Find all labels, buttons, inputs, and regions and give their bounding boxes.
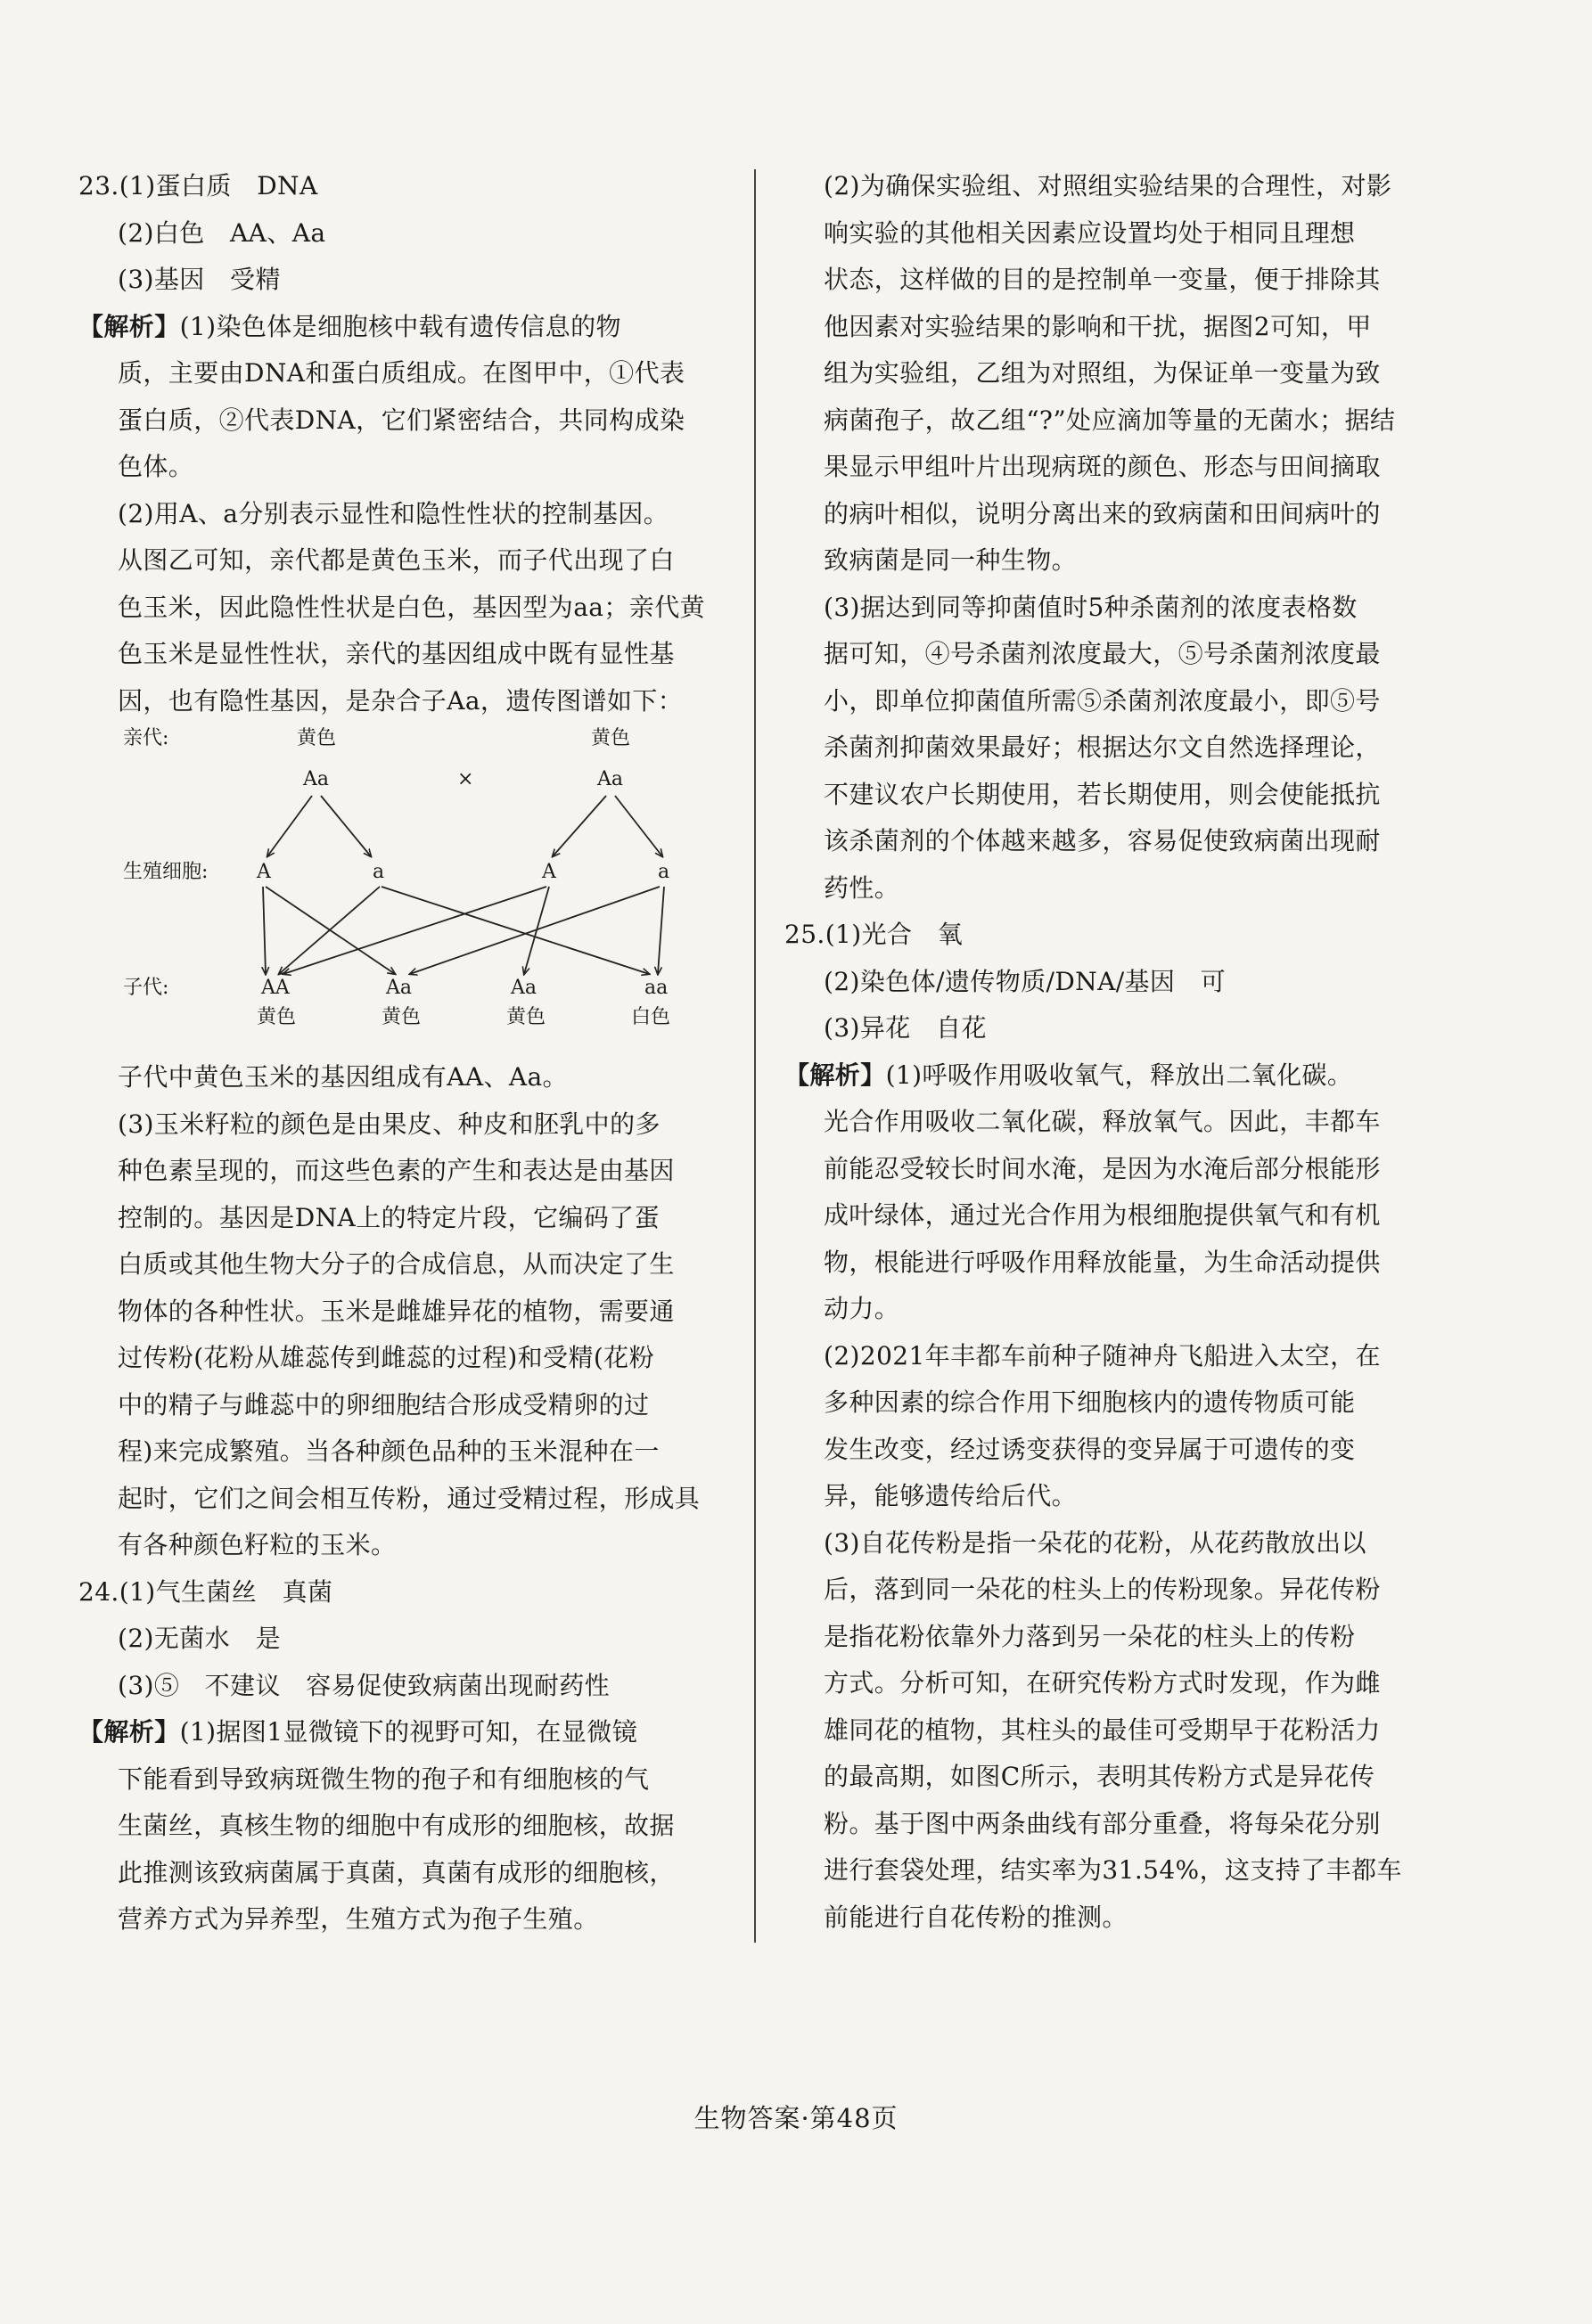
text-line: 后，落到同一朵花的柱头上的传粉现象。异花传粉: [824, 1575, 1381, 1604]
offspring-4-genotype: aa: [644, 977, 669, 999]
q23-answer-2: (2)白色 AA、Aa: [118, 217, 326, 248]
analysis-tag: 【解析】: [78, 1717, 180, 1747]
text-line: 营养方式为异养型，生殖方式为孢子生殖。: [118, 1904, 599, 1934]
text-line: 不建议农户长期使用，若长期使用，则会使能抵抗: [824, 779, 1381, 809]
text-line: (3)据达到同等抑菌值时5种杀菌剂的浓度表格数: [824, 592, 1358, 622]
text-line: 杀菌剂抑菌效果最好；根据达尔文自然选择理论，: [824, 732, 1381, 762]
text-line: 色体。: [118, 452, 194, 481]
text-line: 此推测该致病菌属于真菌，真菌有成形的细胞核，: [118, 1857, 675, 1887]
page-footer: 生物答案·第48页: [693, 2103, 899, 2133]
text-line: 种色素呈现的，而这些色素的产生和表达是由基因: [118, 1156, 675, 1185]
column-divider: [754, 169, 756, 1943]
text-line: 程)来完成繁殖。当各种颜色品种的玉米混种在一: [118, 1436, 660, 1466]
text-line: 下能看到导致病斑微生物的孢子和有细胞核的气: [118, 1763, 650, 1794]
parent2-color: 黄色: [591, 727, 631, 749]
text-line: 药性。: [824, 872, 900, 903]
text-line: 过传粉(花粉从雄蕊传到雌蕊的过程)和受精(花粉: [118, 1343, 654, 1372]
text-line: 蛋白质，②代表DNA，它们紧密结合，共同构成染: [118, 405, 685, 435]
text-line: 白质或其他生物大分子的合成信息，从而决定了生: [118, 1249, 675, 1279]
q24-answer-1: 24.(1)气生菌丝 真菌: [78, 1576, 333, 1607]
text-line: 色玉米是显性性状，亲代的基因组成中既有显性基: [118, 639, 675, 668]
text-line: 起时，它们之间会相互传粉，通过受精过程，形成具: [118, 1483, 701, 1513]
left-column: [78, 163, 731, 1943]
text-line: 从图乙可知，亲代都是黄色玉米，而子代出现了白: [118, 545, 675, 575]
q24-answer-3: (3)⑤ 不建议 容易促使致病菌出现耐药性: [118, 1670, 611, 1700]
parent1-color: 黄色: [297, 727, 337, 749]
text-line: 光合作用吸收二氧化碳，释放氧气。因此，丰都车: [824, 1107, 1381, 1136]
cross-diagram-svg: [78, 724, 731, 1054]
text-line: 异，能够遗传给后代。: [824, 1481, 1078, 1510]
cross-symbol: ×: [457, 768, 474, 790]
offspring-4-color: 白色: [631, 1006, 671, 1028]
q23-answer-3: (3)基因 受精: [118, 265, 281, 294]
q25-answer-3: (3)异花 自花: [824, 1013, 987, 1043]
right-column: [784, 163, 1440, 1941]
gamete-A-2: A: [542, 861, 556, 883]
text-line: 中的精子与雌蕊中的卵细胞结合形成受精卵的过: [118, 1389, 650, 1420]
diagram-conclusion: 子代中黄色玉米的基因组成有AA、Aa。: [118, 1062, 568, 1092]
text-line: 进行套袋处理，结实率为31.54%，这支持了丰都车: [824, 1855, 1402, 1885]
text-line: 果显示甲组叶片出现病斑的颜色、形态与田间摘取: [824, 452, 1381, 481]
text-line: 粉。基于图中两条曲线有部分重叠，将每朵花分别: [824, 1808, 1381, 1838]
text-line: 该杀菌剂的个体越来越多，容易促使致病菌出现耐: [824, 826, 1381, 855]
text-line: 小，即单位抑菌值所需⑤杀菌剂浓度最小，即⑤号: [824, 685, 1381, 716]
text-line: 质，主要由DNA和蛋白质组成。在图甲中，①代表: [118, 358, 685, 388]
parent-label: 亲代:: [123, 727, 169, 749]
text-line: 的最高期，如图C所示，表明其传粉方式是异花传: [824, 1762, 1375, 1791]
offspring-1-genotype: AA: [261, 977, 290, 999]
q25-analysis-line: 【解析】(1)呼吸作用吸收氧气，释放出二氧化碳。: [784, 1060, 1353, 1090]
text-line: 他因素对实验结果的影响和干扰，据图2可知，甲: [824, 311, 1372, 341]
offspring-label: 子代:: [123, 977, 169, 999]
text-line: 前能忍受较长时间水淹，是因为水淹后部分根能形: [824, 1153, 1381, 1183]
cross-arrows: [263, 796, 664, 974]
text-line: 生菌丝，真核生物的细胞中有成形的细胞核，故据: [118, 1811, 675, 1840]
gamete-a-2: a: [658, 861, 670, 883]
parent1-genotype: Aa: [303, 768, 330, 790]
text-line: (2)用A、a分别表示显性和隐性性状的控制基因。: [118, 498, 669, 528]
offspring-1-color: 黄色: [257, 1006, 297, 1028]
offspring-2-color: 黄色: [382, 1006, 422, 1028]
q23-answer-1: 23.(1)蛋白质 DNA: [78, 171, 318, 200]
text-line: 响实验的其他相关因素应设置均处于相同且理想: [824, 217, 1356, 248]
text-line: (2)为确保实验组、对照组实验结果的合理性，对影: [824, 171, 1392, 200]
text-line: 成叶绿体，通过光合作用为根细胞提供氧气和有机: [824, 1200, 1381, 1230]
text-line: (2)2021年丰都车前种子随神舟飞船进入太空，在: [824, 1340, 1381, 1371]
text-line: (3)玉米籽粒的颜色是由果皮、种皮和胚乳中的多: [118, 1109, 661, 1139]
offspring-3-color: 黄色: [506, 1006, 546, 1028]
gamete-label: 生殖细胞:: [123, 861, 209, 883]
text-line: 物体的各种性状。玉米是雌雄异花的植物，需要通: [118, 1296, 675, 1326]
text-line: 雄同花的植物，其柱头的最佳可受期早于花粉活力: [824, 1714, 1381, 1745]
text-line: 物，根能进行呼吸作用释放能量，为生命活动提供: [824, 1247, 1381, 1277]
text-line: 组为实验组，乙组为对照组，为保证单一变量为致: [824, 358, 1381, 388]
parent2-genotype: Aa: [597, 768, 624, 790]
text-line: 致病菌是同一种生物。: [824, 545, 1078, 575]
text-line: 状态，这样做的目的是控制单一变量，便于排除其: [824, 265, 1381, 294]
text-line: 据可知，④号杀菌剂浓度最大，⑤号杀菌剂浓度最: [824, 639, 1381, 668]
text-line: 控制的。基因是DNA上的特定片段，它编码了蛋: [118, 1202, 660, 1232]
q24-answer-2: (2)无菌水 是: [118, 1624, 281, 1653]
text-line: 多种因素的综合作用下细胞核内的遗传物质可能: [824, 1387, 1356, 1417]
q25-answer-2: (2)染色体/遗传物质/DNA/基因 可: [824, 966, 1227, 996]
q24-analysis-line: 【解析】(1)据图1显微镜下的视野可知，在显微镜: [78, 1717, 638, 1747]
analysis-tag: 【解析】: [784, 1060, 886, 1090]
text-line: 有各种颜色籽粒的玉米。: [118, 1530, 397, 1559]
gamete-a-1: a: [373, 861, 385, 883]
text-line: 方式。分析可知，在研究传粉方式时发现，作为雌: [824, 1668, 1381, 1698]
text-line: 发生改变，经过诱变获得的变异属于可遗传的变: [824, 1434, 1356, 1464]
offspring-3-genotype: Aa: [511, 977, 538, 999]
text-line: (3)自花传粉是指一朵花的花粉，从花药散放出以: [824, 1527, 1366, 1558]
q25-answer-1: 25.(1)光合 氧: [784, 920, 964, 949]
text-line: 是指花粉依靠外力落到另一朵花的柱头上的传粉: [824, 1621, 1356, 1651]
text-line: 色玉米，因此隐性性状是白色，基因型为aa；亲代黄: [118, 592, 705, 622]
text-line: 动力。: [824, 1294, 900, 1323]
text-line: 前能进行自花传粉的推测。: [824, 1902, 1128, 1932]
text-line: 病菌孢子，故乙组“?”处应滴加等量的无菌水；据结: [824, 405, 1396, 435]
analysis-tag: 【解析】: [78, 311, 180, 341]
text-line: 因，也有隐性基因，是杂合子Aa，遗传图谱如下：: [118, 685, 684, 716]
q23-analysis-line: 【解析】(1)染色体是细胞核中载有遗传信息的物: [78, 311, 621, 341]
genetic-cross-diagram: [78, 724, 731, 1054]
gamete-A-1: A: [257, 861, 271, 883]
offspring-2-genotype: Aa: [386, 977, 413, 999]
text-line: 的病叶相似，说明分离出来的致病菌和田间病叶的: [824, 498, 1381, 528]
